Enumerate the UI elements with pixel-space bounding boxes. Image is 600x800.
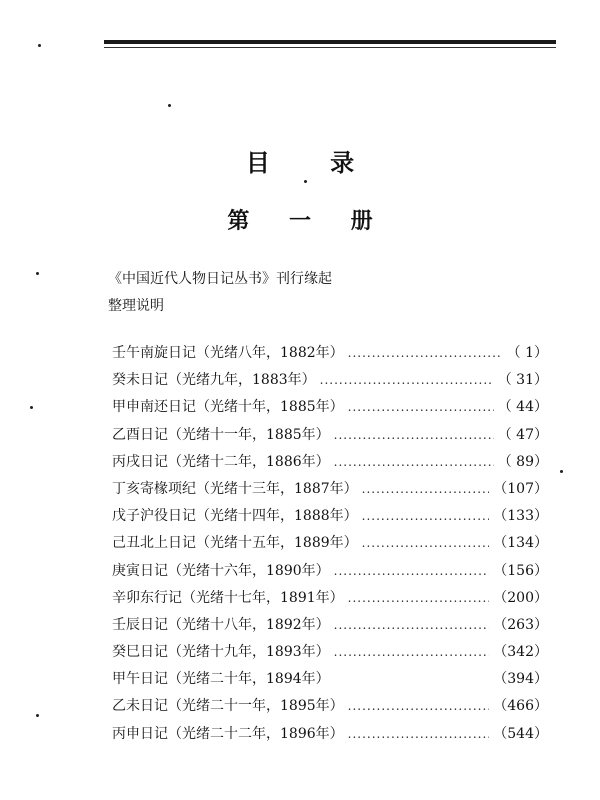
- toc-entry-page: （544）: [493, 725, 548, 742]
- toc-entry-page: （133）: [493, 508, 548, 525]
- toc-entry-title: 乙未日记（光绪二十一年，1895年）: [112, 698, 344, 715]
- toc-entry-title: 癸巳日记（光绪十九年，1893年）: [112, 644, 330, 661]
- toc-entry: [112, 641, 548, 668]
- scan-speck: [36, 272, 39, 275]
- toc-leader-dots: [348, 346, 502, 360]
- toc-entry-title: 癸未日记（光绪九年，1883年）: [112, 372, 316, 389]
- toc-entry: [112, 478, 548, 505]
- scan-speck: [38, 44, 41, 47]
- toc-entry-title: 丙申日记（光绪二十二年，1896年）: [112, 725, 344, 742]
- toc-leader-dots: [334, 564, 490, 578]
- toc-entry-page: （ 31）: [497, 372, 548, 389]
- toc-entry: [112, 695, 548, 722]
- toc-leader-dots: [348, 727, 490, 741]
- toc-entry-title: 丁亥寄椽项纪（光绪十三年，1887年）: [112, 480, 358, 497]
- toc-entry-title: 壬午南旋日记（光绪八年，1882年）: [112, 345, 344, 361]
- toc-entry: [112, 532, 548, 559]
- toc-entry-page: （394）: [493, 671, 548, 688]
- toc-entry-title: 甲午日记（光绪二十年，1894年）: [112, 671, 330, 688]
- toc-entry-page: （107）: [493, 480, 548, 497]
- preface-item-series-origin: 《中国近代人物日记丛书》刊行缘起: [108, 271, 332, 287]
- toc-entry: [112, 396, 548, 423]
- header-rule-thin: [104, 47, 556, 48]
- toc-leader-dots: [320, 373, 494, 387]
- toc-entry-title: 庚寅日记（光绪十六年，1890年）: [112, 562, 330, 579]
- table-of-contents: [112, 342, 548, 750]
- toc-entry-page: （ 44）: [497, 399, 548, 416]
- scan-speck: [30, 406, 33, 409]
- toc-entry-page: （ 1）: [506, 345, 548, 361]
- toc-entry-title: 己丑北上日记（光绪十五年，1889年）: [112, 535, 358, 552]
- toc-entry-page: （263）: [493, 616, 548, 633]
- toc-entry-title: 丙戌日记（光绪十二年，1886年）: [112, 453, 330, 470]
- toc-entry-title: 壬辰日记（光绪十八年，1892年）: [112, 616, 330, 633]
- toc-entry-page: （ 47）: [497, 426, 548, 443]
- toc-leader-dots: [362, 536, 490, 550]
- toc-entry: [112, 560, 548, 587]
- toc-entry: [112, 342, 548, 369]
- toc-leader-dots: [334, 618, 490, 632]
- volume-heading: 第 一 册: [227, 208, 389, 234]
- toc-entry: [112, 614, 548, 641]
- scan-speck: [304, 180, 307, 183]
- toc-leader-dots: [334, 455, 494, 469]
- toc-entry-title: 甲申南还日记（光绪十年，1885年）: [112, 399, 344, 416]
- toc-entry-page: （ 89）: [497, 453, 548, 470]
- toc-entry-title: 辛卯东行记（光绪十七年，1891年）: [112, 589, 344, 606]
- toc-entry-page: （342）: [493, 644, 548, 661]
- toc-entry-page: （156）: [493, 562, 548, 579]
- scan-speck: [36, 714, 39, 717]
- toc-leader-dots: [348, 699, 490, 713]
- toc-leader-dots: [334, 645, 490, 659]
- toc-entry: [112, 587, 548, 614]
- toc-entry: [112, 505, 548, 532]
- toc-entry-title: 戊子沪役日记（光绪十四年，1888年）: [112, 508, 358, 525]
- toc-entry: [112, 668, 548, 695]
- toc-entry: [112, 369, 548, 396]
- toc-entry-page: （466）: [493, 698, 548, 715]
- toc-leader-dots: [362, 509, 490, 523]
- toc-entry: [112, 723, 548, 750]
- toc-leader-dots: [362, 482, 490, 496]
- header-rule-thick: [104, 40, 556, 44]
- toc-leader-dots: [348, 591, 490, 605]
- scan-speck: [560, 470, 563, 473]
- toc-entry: [112, 424, 548, 451]
- toc-entry-page: （134）: [493, 535, 548, 552]
- toc-leader-dots: [348, 400, 494, 414]
- preface-item-editorial-notes: 整理说明: [108, 298, 164, 314]
- toc-leader-dots: [334, 428, 494, 442]
- toc-entry: [112, 451, 548, 478]
- page-title: 目 录: [245, 148, 381, 177]
- toc-entry-page: （200）: [493, 589, 548, 606]
- scan-speck: [168, 104, 171, 107]
- toc-entry-title: 乙酉日记（光绪十一年，1885年）: [112, 426, 330, 443]
